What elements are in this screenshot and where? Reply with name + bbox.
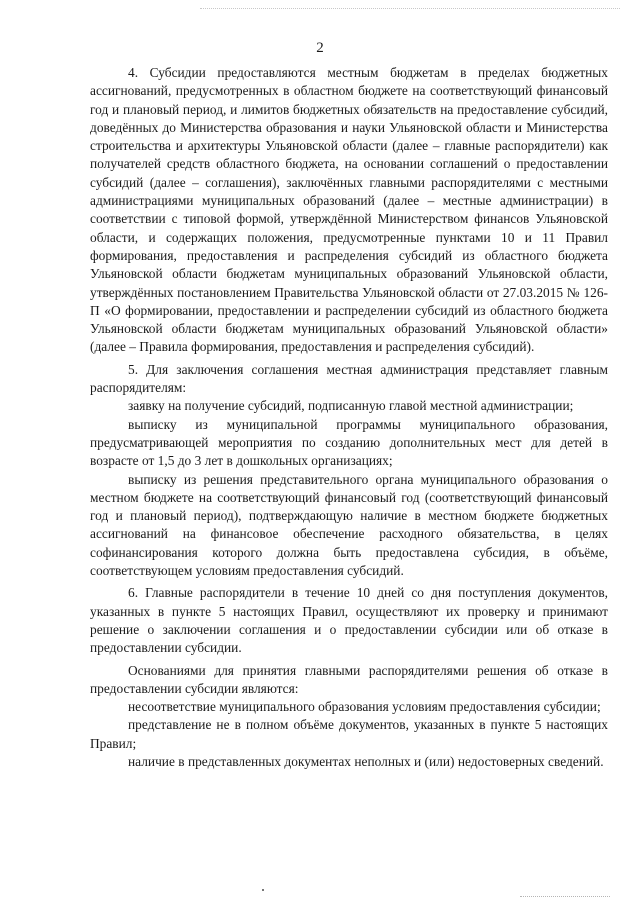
paragraph-clause-5: 5. Для заключения соглашения местная администрация представляет главным распорядителям: xyxy=(90,361,608,396)
paragraph-clause-4: 4. Субсидии предоставляются местным бюджетам в пределах бюджетных ассигнований, предусмотренных в областном бюджете на соответствующий финансовый год и плановый период, и лимитов бюджетных обязательств на предоставление субсидий, доведённых до Министерства образования и науки Ульяновской области и Министерства строительства и архитектуры Ульяновской области (далее – главные распорядители) как получателей средств областного бюджета, на основании соглашений о предоставлении субсидий (далее – соглашения), заключённых главными распорядителями с местными администрациями муниципальных образований (далее – местные администрации) в соответствии с типовой формой, утверждённой Министерством финансов Ульяновской области, и содержащих положения, предусмотренные пунктами 10 и 11 Правил формирования, предоставления и распределения субсидий из областного бюджета Ульяновской области бюджетам муниципальных образований Ульяновской области, утверждённых постановлением Правительства Ульяновской области от 27.03.2015 № 126-П «О формировании, предоставлении и распределении субсидий из областного бюджета Ульяновской области бюджетам муниципальных образований Ульяновской области» (далее – Правила формирования, предоставления и распределения субсидий). xyxy=(90,65,608,355)
paragraph-budget-extract-item: выписку из решения представительного органа муниципального образования о местном бюджете на соответствующий финансовый год (соответствующий финансовый год и плановый период), подтверждающую наличие в местном бюджете бюджетных ассигнований на финансовое обеспечение расходного обязательства, в целях софинансирования которого должна быть предоставлена субсидия, в объёме, соответствующем условиям предоставления субсидий. xyxy=(90,471,608,579)
document-body xyxy=(90,64,608,771)
scan-artifact-dot xyxy=(262,889,264,891)
page-number: 2 xyxy=(316,40,324,56)
scan-artifact-top xyxy=(200,8,620,9)
paragraph-refusal-ground-3: наличие в представленных документах неполных и (или) недостоверных сведений. xyxy=(128,753,604,769)
paragraph-refusal-ground-1: несоответствие муниципального образования условиям предоставления субсидии; xyxy=(128,699,601,715)
paragraph-refusal-grounds: Основаниями для принятия главными распорядителями решения об отказе в предоставлении субсидии являются: xyxy=(90,662,608,696)
paragraph-program-extract-item: выписку из муниципальной программы муниципального образования, предусматривающей мероприятия по созданию дополнительных мест для детей в возрасте от 1,5 до 3 лет в дошкольных организациях; xyxy=(90,416,608,469)
paragraph-application-item: заявку на получение субсидий, подписанную главой местной администрации; xyxy=(128,398,574,414)
paragraph-refusal-ground-2: представление не в полном объёме документов, указанных в пункте 5 настоящих Правил; xyxy=(90,717,608,751)
scan-artifact-bottom xyxy=(520,896,610,897)
paragraph-clause-6: 6. Главные распорядители в течение 10 дней со дня поступления документов, указанных в пункте 5 настоящих Правил, осуществляют их проверку и принимают решение о заключении соглашения и о предоставлении субсидии или об отказе в предоставлении субсидии. xyxy=(90,585,608,656)
